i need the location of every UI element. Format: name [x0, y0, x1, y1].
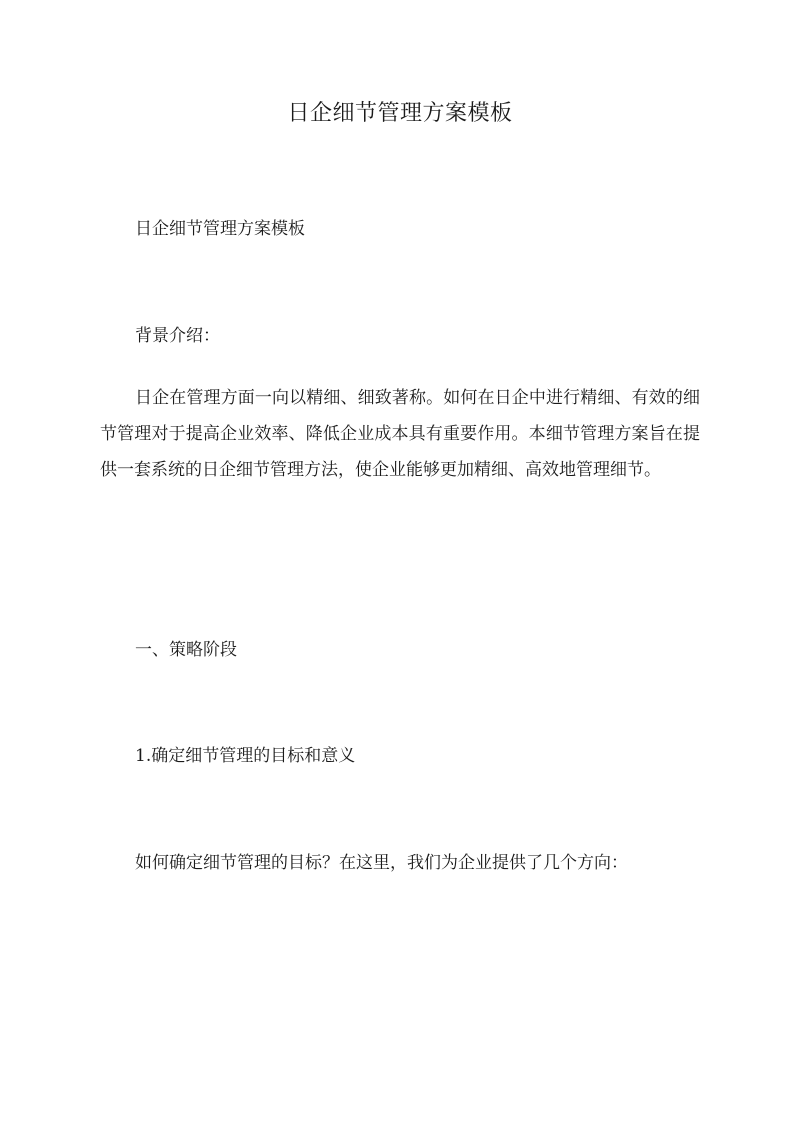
background-heading: 背景介绍： — [135, 326, 220, 346]
background-paragraph: 日企在管理方面一向以精细、细致著称。如何在日企中进行精细、有效的细节管理对于提高企业效率、降低企业成本具有重要作用。本细节管理方案旨在提供一套系统的日企细节管理方法，使企业能够更加精细、高效地管理细节。 — [100, 388, 700, 480]
section-heading: 一、策略阶段 — [135, 640, 237, 660]
question-paragraph: 如何确定细节管理的目标？在这里，我们为企业提供了几个方向： — [135, 853, 628, 873]
document-title: 日企细节管理方案模板 — [287, 101, 513, 126]
item-heading: 1.确定细节管理的目标和意义 — [135, 746, 356, 766]
document-subtitle: 日企细节管理方案模板 — [135, 219, 305, 239]
